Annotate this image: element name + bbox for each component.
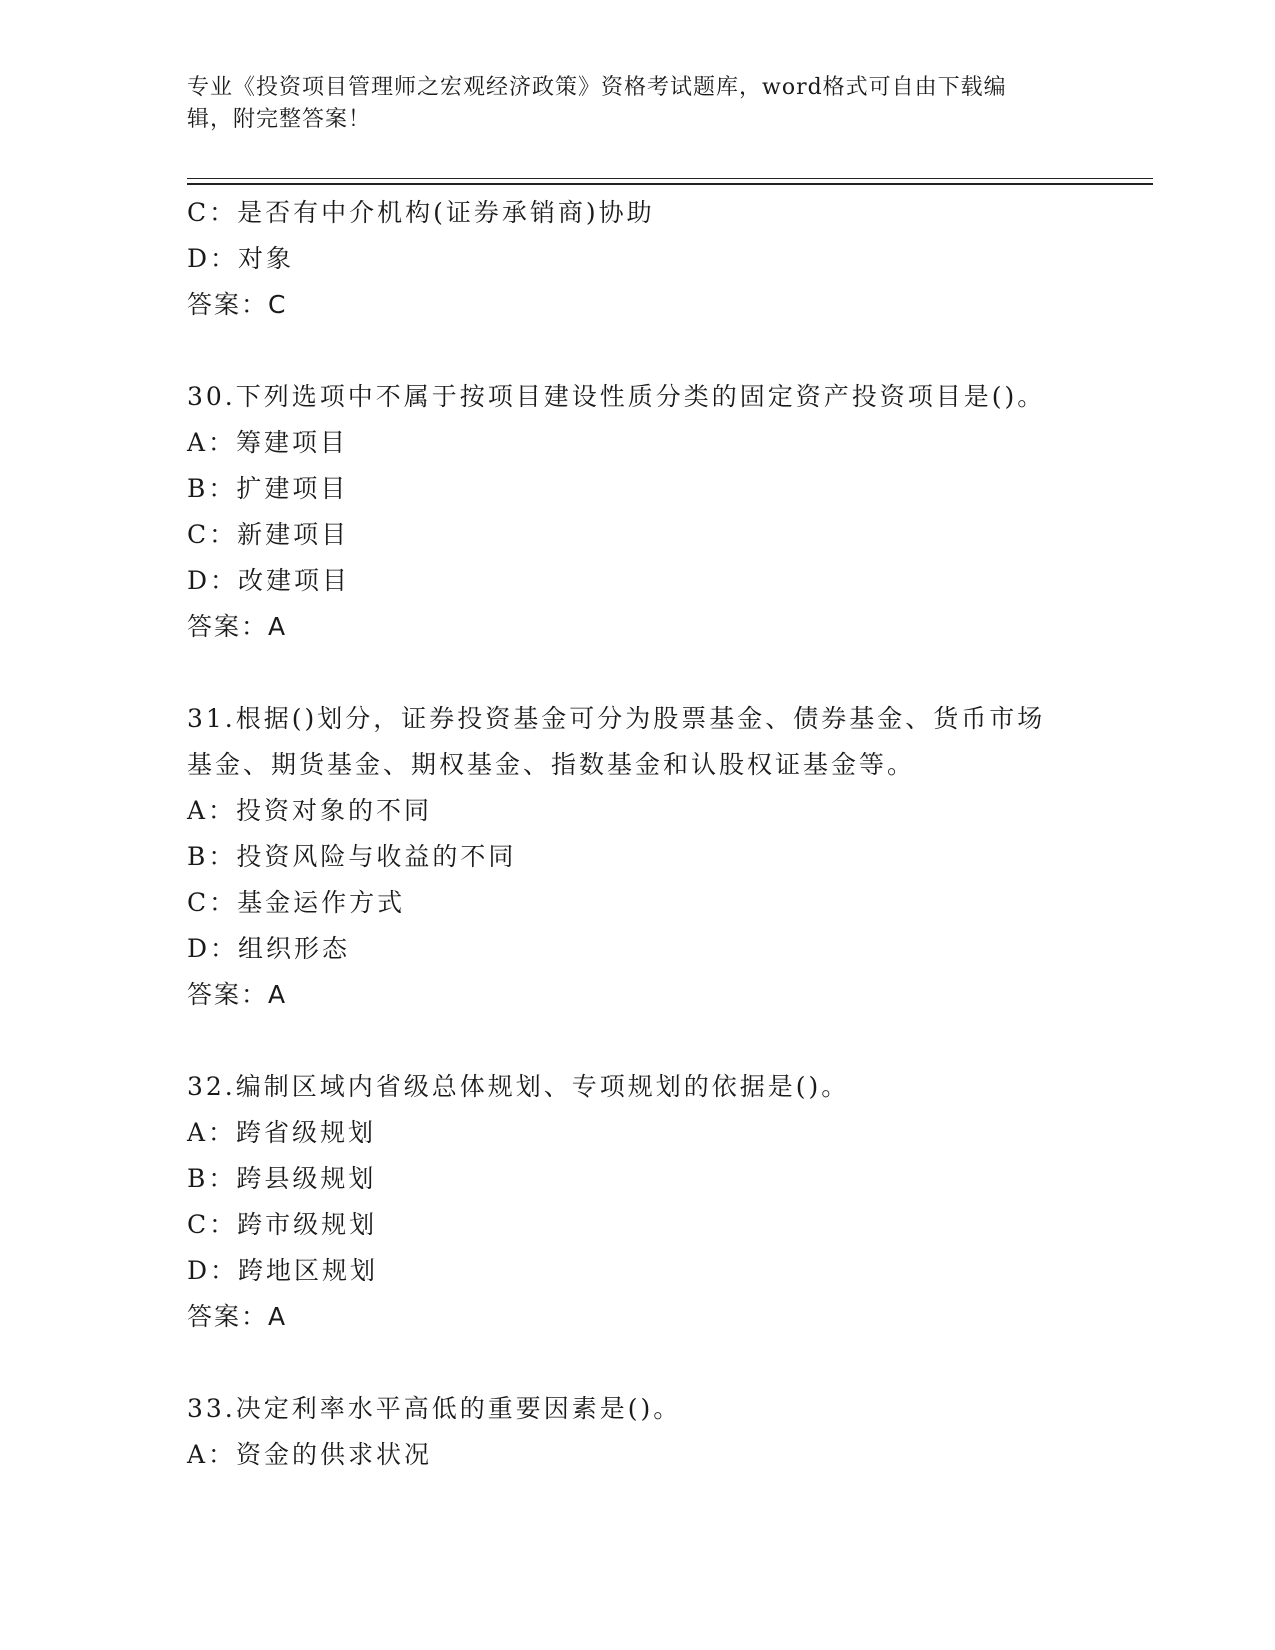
answer: 答案：C [187, 290, 288, 319]
option-d: D：改建项目 [187, 566, 351, 595]
option-c: C：新建项目 [187, 520, 350, 549]
document-body [187, 190, 1087, 1478]
question-stem: 33.决定利率水平高低的重要因素是()。 [187, 1394, 682, 1423]
spacer [187, 1018, 1087, 1064]
option-d: D：组织形态 [187, 934, 351, 963]
spacer [187, 1340, 1087, 1386]
spacer [187, 650, 1087, 696]
option-b: B：扩建项目 [187, 474, 349, 503]
spacer [187, 328, 1087, 374]
option-c: C：基金运作方式 [187, 888, 406, 917]
document-header [187, 72, 1067, 136]
header-divider-thin [187, 178, 1153, 179]
question-stem: 31.根据()划分，证券投资基金可分为股票基金、债券基金、货币市场 [187, 704, 1046, 733]
option-a: A：投资对象的不同 [187, 796, 433, 825]
question-stem: 32.编制区域内省级总体规划、专项规划的依据是()。 [187, 1072, 850, 1101]
question-stem-continued: 基金、期货基金、期权基金、指数基金和认股权证基金等。 [187, 750, 916, 779]
option-a: A：资金的供求状况 [187, 1440, 433, 1469]
answer: 答案：A [187, 980, 288, 1009]
option-b: B：投资风险与收益的不同 [187, 842, 517, 871]
header-line-1: 专业《投资项目管理师之宏观经济政策》资格考试题库，word格式可自由下载编 [187, 75, 1007, 100]
option-d: D：跨地区规划 [187, 1256, 379, 1285]
option-b: B：跨县级规划 [187, 1164, 377, 1193]
option-c: C：是否有中介机构(证券承销商)协助 [187, 198, 655, 227]
option-a: A：跨省级规划 [187, 1118, 377, 1147]
header-line-2: 辑，附完整答案！ [187, 107, 372, 132]
answer: 答案：A [187, 612, 288, 641]
option-c: C：跨市级规划 [187, 1210, 378, 1239]
header-divider-thick [187, 183, 1153, 185]
question-stem: 30.下列选项中不属于按项目建设性质分类的固定资产投资项目是()。 [187, 382, 1046, 411]
option-d: D：对象 [187, 244, 295, 273]
option-a: A：筹建项目 [187, 428, 349, 457]
answer: 答案：A [187, 1302, 288, 1331]
